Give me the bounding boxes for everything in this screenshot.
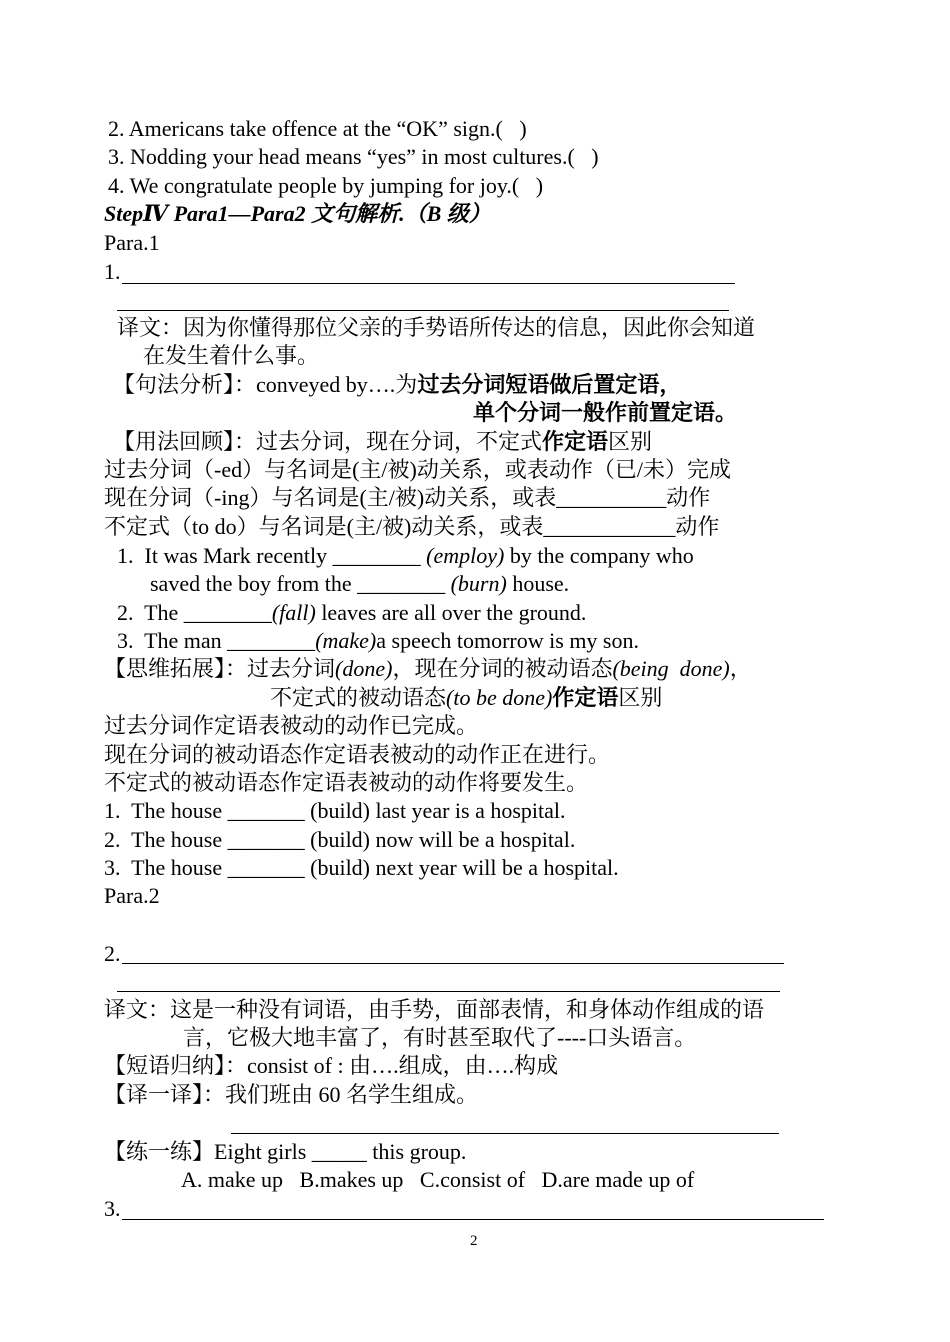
tf-question-4: 4. We congratulate people by jumping for joy.( ): [108, 173, 544, 198]
para2-item-3-number: 3.: [104, 1196, 121, 1221]
syntax-label: 【句法分析】：: [113, 372, 257, 397]
para2-translation-line-2: 言，它极大地丰富了，有时甚至取代了----口头语言。: [183, 1025, 697, 1050]
phrase-summary: [104, 1052, 558, 1080]
exercise-1b-hint: (burn): [450, 571, 507, 596]
exercise-1-line-2: [150, 570, 569, 598]
house-exercise-1: 1. The house _______ (build) last year is a hospital.: [104, 798, 566, 823]
tf-question-2: 2. Americans take offence at the “OK” sign.( ): [108, 116, 527, 141]
note-2: 现在分词的被动语态作定语表被动的动作正在进行。: [104, 742, 611, 767]
exercise-1-hint: (employ): [426, 543, 505, 568]
house-exercise-2: 2. The house _______ (build) now will be a hospital.: [104, 827, 576, 852]
usage-text-a: 过去分词，现在分词，不定式: [256, 429, 543, 454]
para1-label: Para.1: [104, 230, 160, 255]
usage-review: [113, 428, 652, 456]
syntax-bold-1: 过去分词短语做后置定语，: [417, 372, 682, 397]
exercise-3-tail: a speech tomorrow is my son.: [376, 628, 639, 653]
exercise-3: [117, 627, 639, 655]
para1-translation-line-2: 在发生着什么事。: [143, 343, 320, 368]
ext-a-hint: (done): [335, 656, 393, 681]
para1-blank-line-2: [117, 310, 729, 311]
exercise-1-text: 1. It was Mark recently ________: [117, 543, 427, 568]
exercise-2-hint: (fall): [271, 600, 316, 625]
usage-label: 【用法回顾】：: [113, 429, 257, 454]
ext-b-hint: (being done): [612, 656, 730, 681]
syntax-analysis: [113, 371, 681, 399]
thinking-extension: [104, 655, 752, 683]
rule-present-participle: 现在分词（-ing）与名词是(主/被)动关系，或表__________动作: [104, 485, 711, 510]
usage-text-c: 区别: [608, 429, 653, 454]
para2-item-3-blank-line: [122, 1219, 824, 1220]
tf-question-3: 3. Nodding your head means “yes” in most cultures.( ): [108, 144, 599, 169]
step-heading: StepⅣ Para1—Para2 文句解析.（B 级）: [104, 201, 491, 226]
page-number: 2: [470, 1233, 478, 1249]
thinking-extension-line-2: [270, 684, 662, 712]
syntax-bold-2: 单个分词一般作前置定语。: [473, 400, 738, 425]
exercise-2-tail: leaves are all over the ground.: [315, 600, 587, 625]
ext-a: 过去分词: [247, 656, 336, 681]
para2-label: Para.2: [104, 883, 160, 908]
note-1: 过去分词作定语表被动的动作已完成。: [104, 713, 479, 738]
note-3: 不定式的被动语态作定语表被动的动作将要发生。: [104, 770, 589, 795]
practice-text: Eight girls _____ this group.: [214, 1139, 467, 1164]
ext-f: 区别: [618, 685, 663, 710]
house-exercise-3: 3. The house _______ (build) next year will be a hospital.: [104, 855, 619, 880]
ext-d: 不定式的被动语态: [270, 685, 447, 710]
ext-label: 【思维拓展】：: [104, 656, 248, 681]
translate-blank-line: [231, 1133, 779, 1134]
exercise-3-hint: (make): [315, 628, 377, 653]
ext-e: 作定语: [552, 685, 619, 710]
exercise-3-text: 3. The man ________: [117, 628, 316, 653]
usage-text-b: 作定语: [542, 429, 609, 454]
ext-c: ，: [729, 656, 752, 681]
rule-infinitive: 不定式（to do）与名词是(主/被)动关系，或表____________动作: [104, 514, 720, 539]
para2-blank-line-1: [122, 963, 784, 964]
para1-blank-line-1: [122, 283, 735, 284]
para1-translation-line-1: 译文：因为你懂得那位父亲的手势语所传达的信息，因此你会知道: [117, 315, 756, 340]
exercise-1-tail: by the company who: [504, 543, 694, 568]
phrase-label: 【短语归纳】：: [104, 1053, 248, 1078]
syntax-text: conveyed by….为: [256, 372, 418, 397]
translate-exercise: [104, 1081, 478, 1109]
exercise-1b-tail: house.: [506, 571, 570, 596]
exercise-2-text: 2. The ________: [117, 600, 272, 625]
exercise-1-line-1: [117, 542, 694, 570]
ext-b: ，现在分词的被动语态: [392, 656, 613, 681]
rule-past-participle: 过去分词（-ed）与名词是(主/被)动关系，或表动作（已/未）完成: [104, 457, 731, 482]
para2-item-number: 2.: [104, 941, 121, 966]
exercise-2: [117, 599, 586, 627]
ext-d-hint: (to be done): [446, 685, 553, 710]
translate-text: 我们班由 60 名学生组成。: [225, 1082, 479, 1107]
para2-translation-line-1: 译文：这是一种没有词语，由手势，面部表情，和身体动作组成的语: [104, 997, 765, 1022]
para1-item-number: 1.: [104, 259, 121, 284]
translate-label: 【译一译】：: [104, 1082, 226, 1107]
practice-exercise: [104, 1138, 466, 1166]
exercise-1b-text: saved the boy from the ________: [150, 571, 451, 596]
para2-blank-line-2: [117, 991, 780, 992]
practice-label: 【练一练】: [104, 1139, 215, 1164]
phrase-text: consist of : 由….组成，由….构成: [247, 1053, 559, 1078]
practice-options: A. make up B.makes up C.consist of D.are made up of: [181, 1167, 695, 1192]
